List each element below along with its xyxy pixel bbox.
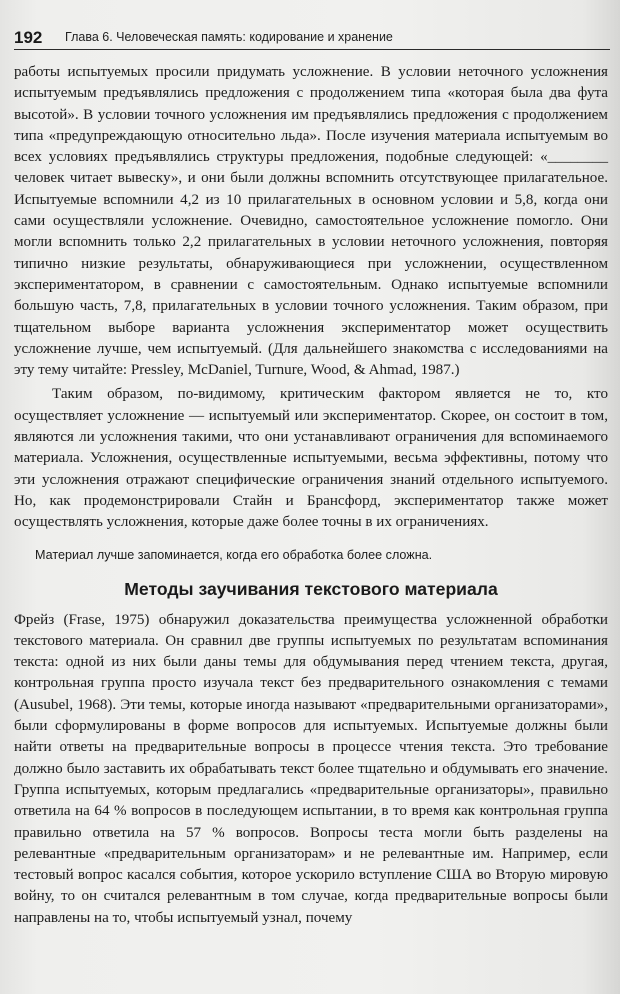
running-head: Глава 6. Человеческая память: кодирование и хранение [65,30,393,44]
paragraph-1: работы испытуемых просили придумать усложнение. В условии неточного усложнения испытуемым предъявлялись предложения с продолжением типа «которая была два фута высотой». В условии точного усложнения им предъявлялись предложения с продолжением типа «предупреждающую относительно льда». После изучения материала испытуемым во всех условиях предъявлялись структуры предложения, подобные следующей: «________ человек читает вывеску», и они были должны вспомнить отсутствующее прилагательное. Испытуемые вспомнили 4,2 из 10 прилагательных в основном условии и 5,8, когда они сами осуществляли усложнение. Очевидно, самостоятельное усложнение помогло. Они могли вспомнить только 2,2 прилагательных в условии неточного усложнения, повторяя типично низкие результаты, обнаруживающиеся при усложнении, осуществленном экспериментатором, в сравнении с самостоятельным. Однако испытуемые вспомнили большую часть, 7,8, прилагательных в условии точного усложнения. Таким образом, при тщательном выборе варианта усложнения экспериментатор может осуществить усложнение лучше, чем испытуемый. (Для дальнейшего знакомства с исследованиями на эту тему читайте: Pressley, McDaniel, Turnure, Wood, & Ahmad, 1987.) [14,64,608,379]
page-number: 192 [14,28,43,47]
section-heading: Методы заучивания текстового материала [124,578,498,599]
paragraph-2: Таким образом, по-видимому, критическим фактором является не то, кто осуществляет усложнение — испытуемый или экспериментатор. Скорее, он состоит в том, являются ли усложнения такими, что они устанавливают ограничения для вспоминаемого материала. Усложнения, осуществленные испытуемыми, весьма эффективны, потому что эти усложнения отражают специфические ограничения знаний отдельного испытуемого. Но, как продемонстрировали Стайн и Брансфорд, экспериментатор также может осуществлять усложнения, которые даже более точны в их ограничениях. [14,386,608,531]
body-text [14,62,608,929]
margin-summary-note: Материал лучше запоминается, когда его обработка более сложна. [35,547,433,562]
page-header [14,27,610,50]
paragraph-3: Фрейз (Frase, 1975) обнаружил доказательства преимущества усложненной обработки текстового материала. Он сравнил две группы испытуемых по результатам вспоминания текста: одной из них были даны темы для обдумывания перед чтением текста, другая, контрольная группа просто изучала текст без предварительного ознакомления с темами (Ausubel, 1968). Эти темы, которые иногда называют «предварительными организаторами», были сформулированы в форме вопросов для испытуемых. Испытуемые должны были найти ответы на предварительные вопросы в процессе чтения текста. Это требование должно было заставить их обрабатывать текст более тщательно и обдумывать его значение. Группа испытуемых, которым предлагались «предварительные организаторы», правильно ответила на 64 % вопросов в последующем испытании, в то время как контрольная группа правильно ответила на 57 % вопросов. Вопросы теста могли быть разделены на релевантные «предварительным организаторам» и не релевантные им. Например, если тестовый вопрос касался события, которое ускорило вступление США во Вторую мировую войну, то он считался релевантным в том случае, когда предварительные вопросы были направлены на то, чтобы испытуемый узнал, почему [14,611,608,926]
